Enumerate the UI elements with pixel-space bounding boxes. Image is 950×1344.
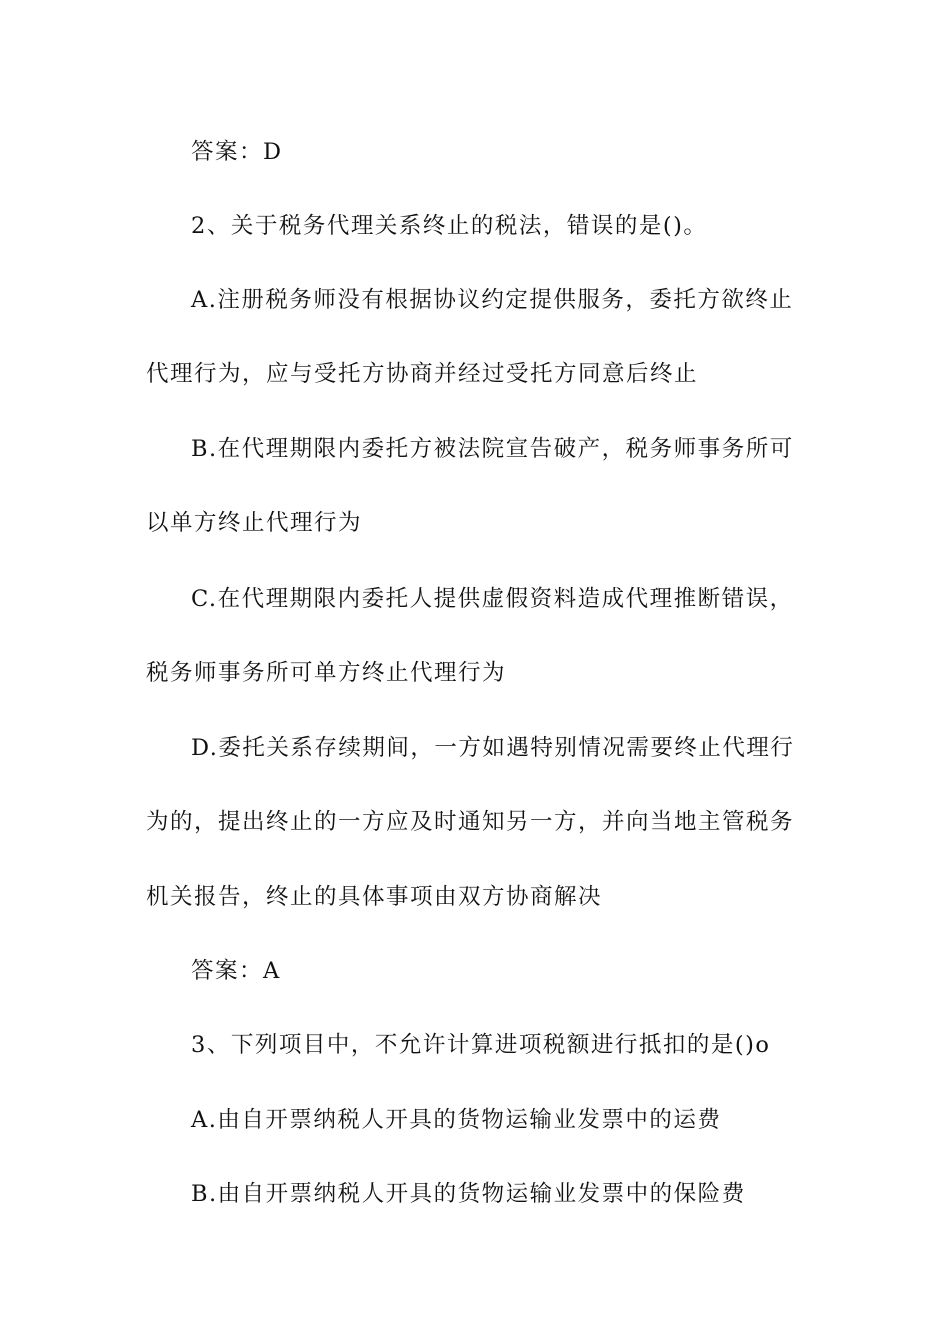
question-2-option-c-line-2: 税务师事务所可单方终止代理行为 xyxy=(146,660,507,686)
question-2-option-d-line-3: 机关报告，终止的具体事项由双方协商解决 xyxy=(146,884,603,910)
question-3: 3、下列项目中，不允许计算进项税额进行抵扣的是()o xyxy=(191,1032,771,1058)
question-2-option-b-line-2: 以单方终止代理行为 xyxy=(146,510,363,536)
question-3-option-b: B.由自开票纳税人开具的货物运输业发票中的保险费 xyxy=(191,1181,746,1207)
question-2-option-b-line-1: B.在代理期限内委托方被法院宣告破产，税务师事务所可 xyxy=(191,436,794,462)
question-2-option-c-line-1: C.在代理期限内委托人提供虚假资料造成代理推断错误， xyxy=(191,586,794,612)
question-2-option-d-line-2: 为的，提出终止的一方应及时通知另一方，并向当地主管税务 xyxy=(146,809,795,835)
question-3-option-a: A.由自开票纳税人开具的货物运输业发票中的运费 xyxy=(191,1107,722,1133)
question-2-option-a-line-2: 代理行为，应与受托方协商并经过受托方同意后终止 xyxy=(146,361,699,387)
question-2-option-a-line-1: A.注册税务师没有根据协议约定提供服务，委托方欲终止 xyxy=(191,287,794,313)
question-2: 2、关于税务代理关系终止的税法，错误的是()。 xyxy=(191,213,708,239)
question-2-option-d-line-1: D.委托关系存续期间，一方如遇特别情况需要终止代理行 xyxy=(191,735,795,761)
answer-line-1: 答案：D xyxy=(191,139,283,165)
answer-line-2: 答案：A xyxy=(191,958,281,984)
